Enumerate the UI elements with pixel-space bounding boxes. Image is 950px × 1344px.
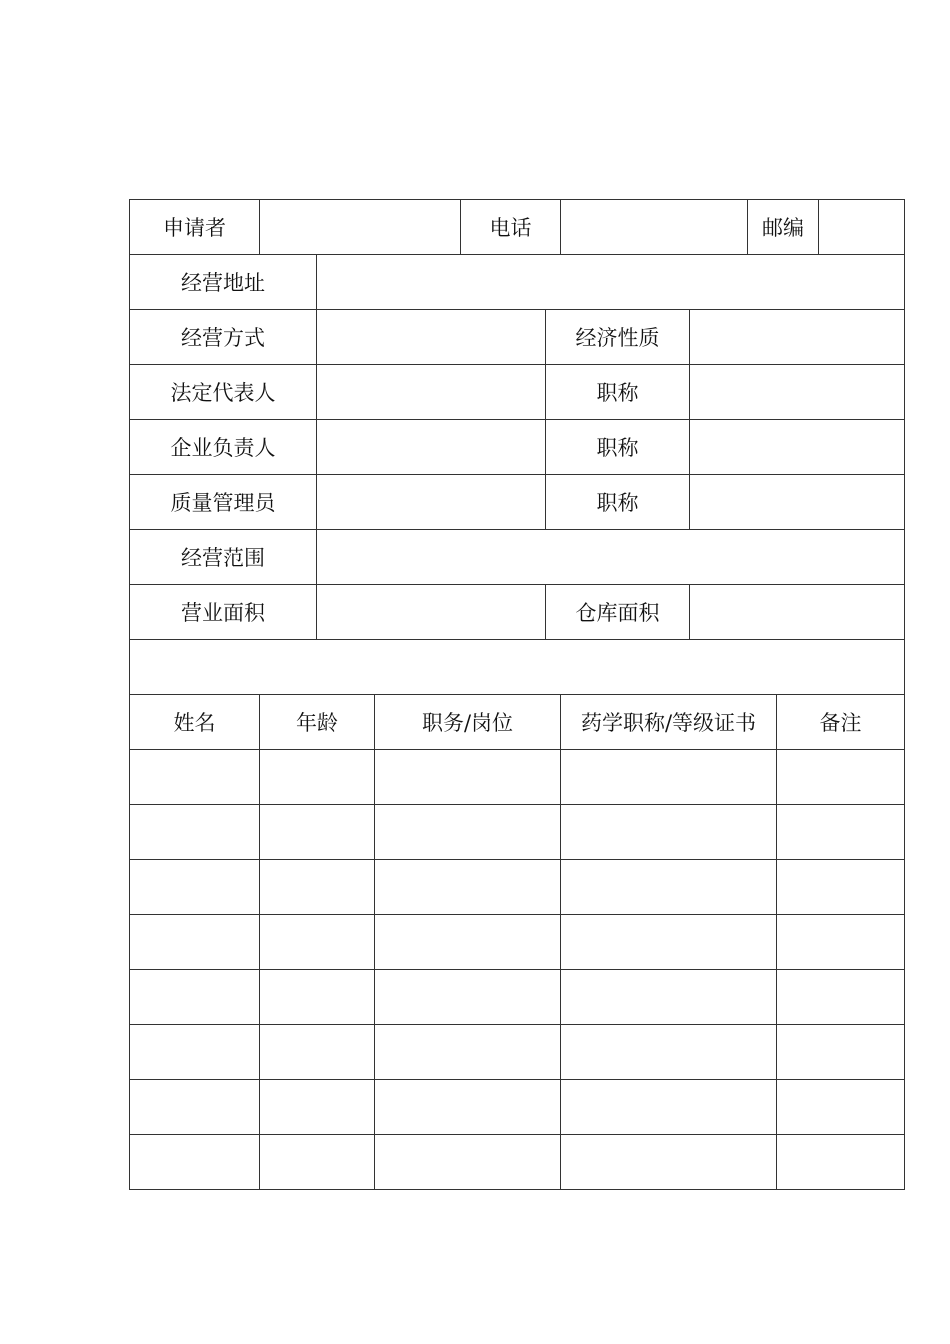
table-row-2-name-cell[interactable] [129, 804, 260, 860]
table-row-6-remarks-cell[interactable] [776, 1024, 905, 1080]
table-row-7-name-cell[interactable] [129, 1079, 260, 1135]
business-area-label: 营业面积 [129, 584, 317, 640]
table-row-8-name-cell[interactable] [129, 1134, 260, 1190]
table-row-2-remarks-cell[interactable] [776, 804, 905, 860]
quality-manager-title-field[interactable] [689, 474, 905, 530]
phone-label: 电话 [460, 199, 561, 255]
quality-manager-title-label: 职称 [545, 474, 690, 530]
table-row-5-name-cell[interactable] [129, 969, 260, 1025]
table-row-8-certificate-cell[interactable] [560, 1134, 777, 1190]
scope-label: 经营范围 [129, 529, 317, 585]
applicant-field[interactable] [259, 199, 461, 255]
header-age: 年龄 [259, 694, 375, 750]
nature-label: 经济性质 [545, 309, 690, 365]
table-row-1-remarks-cell[interactable] [776, 749, 905, 805]
table-row-1-position-cell[interactable] [374, 749, 561, 805]
business-area-field[interactable] [316, 584, 546, 640]
enterprise-head-title-field[interactable] [689, 419, 905, 475]
warehouse-area-field[interactable] [689, 584, 905, 640]
table-row-7-remarks-cell[interactable] [776, 1079, 905, 1135]
phone-field[interactable] [560, 199, 748, 255]
enterprise-head-title-label: 职称 [545, 419, 690, 475]
applicant-label: 申请者 [129, 199, 260, 255]
table-row-1-name-cell[interactable] [129, 749, 260, 805]
table-row-2-certificate-cell[interactable] [560, 804, 777, 860]
table-row-6-name-cell[interactable] [129, 1024, 260, 1080]
table-row-3-position-cell[interactable] [374, 859, 561, 915]
table-row-6-age-cell[interactable] [259, 1024, 375, 1080]
table-row-3-name-cell[interactable] [129, 859, 260, 915]
enterprise-head-field[interactable] [316, 419, 546, 475]
table-row-8-position-cell[interactable] [374, 1134, 561, 1190]
header-name: 姓名 [129, 694, 260, 750]
table-row-7-age-cell[interactable] [259, 1079, 375, 1135]
table-row-1-certificate-cell[interactable] [560, 749, 777, 805]
table-row-8-age-cell[interactable] [259, 1134, 375, 1190]
table-row-1-age-cell[interactable] [259, 749, 375, 805]
table-row-2-position-cell[interactable] [374, 804, 561, 860]
address-label: 经营地址 [129, 254, 317, 310]
table-row-4-name-cell[interactable] [129, 914, 260, 970]
address-field[interactable] [316, 254, 905, 310]
table-row-2-age-cell[interactable] [259, 804, 375, 860]
quality-manager-field[interactable] [316, 474, 546, 530]
table-row-4-age-cell[interactable] [259, 914, 375, 970]
table-row-3-certificate-cell[interactable] [560, 859, 777, 915]
table-row-4-certificate-cell[interactable] [560, 914, 777, 970]
legal-rep-label: 法定代表人 [129, 364, 317, 420]
table-row-7-certificate-cell[interactable] [560, 1079, 777, 1135]
header-certificate: 药学职称/等级证书 [560, 694, 777, 750]
mode-field[interactable] [316, 309, 546, 365]
quality-manager-label: 质量管理员 [129, 474, 317, 530]
legal-rep-field[interactable] [316, 364, 546, 420]
warehouse-area-label: 仓库面积 [545, 584, 690, 640]
section-blank-row[interactable] [129, 639, 905, 695]
table-row-5-age-cell[interactable] [259, 969, 375, 1025]
nature-field[interactable] [689, 309, 905, 365]
legal-rep-title-label: 职称 [545, 364, 690, 420]
postcode-label: 邮编 [747, 199, 819, 255]
table-row-3-remarks-cell[interactable] [776, 859, 905, 915]
table-row-6-certificate-cell[interactable] [560, 1024, 777, 1080]
table-row-8-remarks-cell[interactable] [776, 1134, 905, 1190]
table-row-5-remarks-cell[interactable] [776, 969, 905, 1025]
table-row-7-position-cell[interactable] [374, 1079, 561, 1135]
header-position: 职务/岗位 [374, 694, 561, 750]
table-row-5-certificate-cell[interactable] [560, 969, 777, 1025]
scope-field[interactable] [316, 529, 905, 585]
header-remarks: 备注 [776, 694, 905, 750]
table-row-4-remarks-cell[interactable] [776, 914, 905, 970]
mode-label: 经营方式 [129, 309, 317, 365]
table-row-3-age-cell[interactable] [259, 859, 375, 915]
postcode-field[interactable] [818, 199, 905, 255]
enterprise-head-label: 企业负责人 [129, 419, 317, 475]
table-row-5-position-cell[interactable] [374, 969, 561, 1025]
legal-rep-title-field[interactable] [689, 364, 905, 420]
table-row-6-position-cell[interactable] [374, 1024, 561, 1080]
table-row-4-position-cell[interactable] [374, 914, 561, 970]
